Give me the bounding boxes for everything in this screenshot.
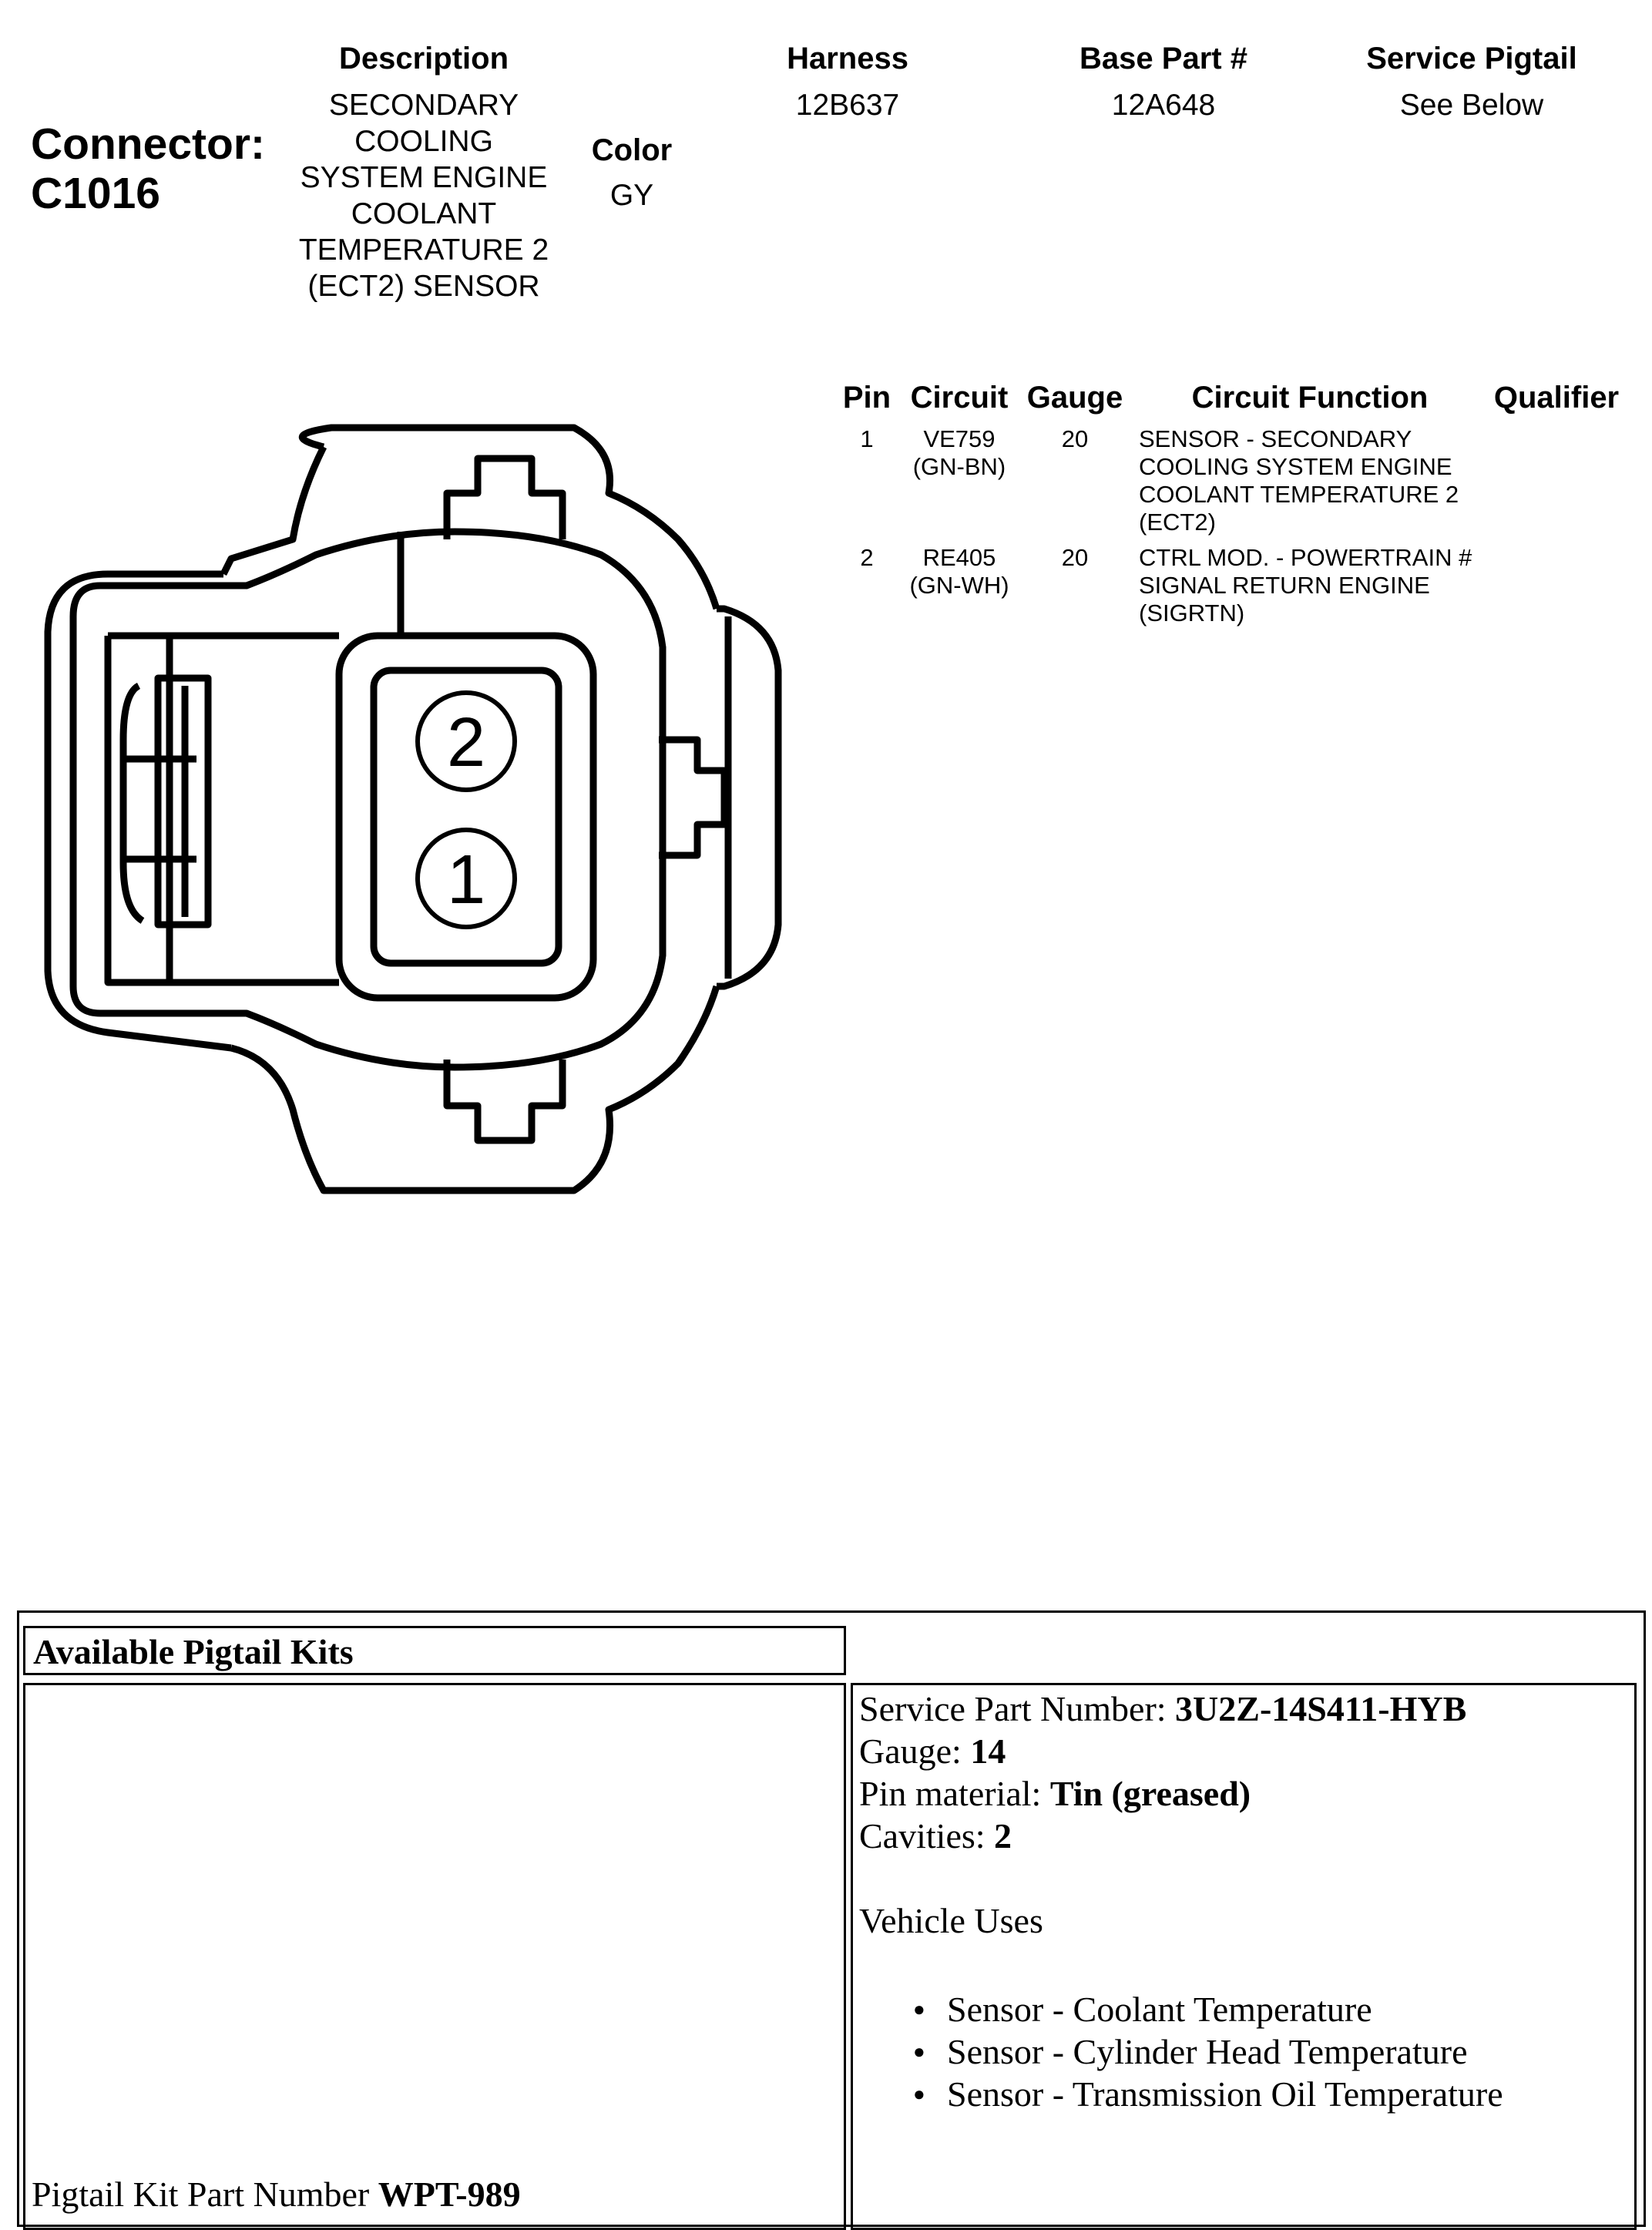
description-line: COOLING [354,125,493,158]
service-part-label: Service Part Number: [859,1689,1176,1728]
vehicle-uses-label: Vehicle Uses [859,1901,1043,1940]
row-function-line: (ECT2) [1139,509,1216,536]
pin-label: 1 [446,841,486,919]
service-pigtail-value: See Below [1399,89,1544,122]
cavities-line [859,1815,1012,1857]
connector-face-diagram [23,408,801,1202]
pin-material-label: Pin material: [859,1774,1050,1813]
list-item: ● Sensor - Cylinder Head Temperature [907,2030,1503,2073]
list-item: ● Sensor - Coolant Temperature [907,1988,1503,2030]
service-pigtail-header: Service Pigtail [1366,42,1577,76]
service-part-line [859,1688,1466,1730]
base-part-header: Base Part # [1080,42,1247,76]
qualifier-col-header: Qualifier [1493,381,1620,415]
gauge-value: 14 [970,1731,1006,1771]
color-value: GY [609,179,654,212]
row-function-line: COOLING SYSTEM ENGINE [1139,453,1452,480]
row-function [1139,544,1478,627]
cavities-value: 2 [994,1816,1012,1856]
connector-id: C1016 [31,169,160,218]
row-pin: 1 [860,425,874,452]
connector-key-tabs [447,458,724,1140]
cavities-label: Cavities: [859,1816,995,1856]
connector-inner-shroud [73,532,663,1067]
row-function-line: CTRL MOD. - POWERTRAIN # [1139,544,1472,571]
pin-material-value: Tin (greased) [1049,1774,1251,1813]
harness-header: Harness [787,42,908,76]
service-part-number: 3U2Z-14S411-HYB [1175,1689,1467,1728]
description-line: TEMPERATURE 2 [298,233,549,267]
row-gauge: 20 [1061,544,1089,571]
row-function-line: SENSOR - SECONDARY [1139,425,1412,452]
description-value [262,87,586,304]
description-line: COOLANT [351,197,497,230]
row-circuit-id: VE759 [923,425,996,452]
row-function-line: COOLANT TEMPERATURE 2 [1139,481,1459,508]
vehicle-uses-list [907,1988,1503,2115]
kit-part-label: Pigtail Kit Part Number [32,2175,378,2214]
gauge-col-header: Gauge [1026,381,1123,415]
gauge-label: Gauge: [859,1731,971,1771]
row-function-line: (SIGRTN) [1139,599,1245,626]
connector-label [31,119,265,218]
pin-label: 2 [446,704,486,781]
row-pin: 2 [860,544,874,571]
connector-pin-cavity-frame [339,636,593,998]
list-item: ● Sensor - Transmission Oil Temperature [907,2073,1503,2115]
color-header: Color [591,133,673,167]
harness-value: 12B637 [795,89,900,122]
description-header: Description [338,42,509,76]
row-circuit-color: (GN-WH) [909,572,1009,599]
description-line: SECONDARY [328,89,519,122]
row-function-line: SIGNAL RETURN ENGINE [1139,572,1430,599]
pigtail-title: Available Pigtail Kits [33,1632,354,1671]
kit-part-number: WPT-989 [378,2175,521,2214]
pin-material-line [859,1772,1251,1815]
description-line: SYSTEM ENGINE [300,161,548,194]
row-circuit [894,425,1025,481]
row-circuit [894,544,1025,599]
row-circuit-color: (GN-BN) [912,453,1006,480]
row-gauge: 20 [1061,425,1089,452]
pin-cavity-2 [418,693,515,790]
row-function [1139,425,1478,536]
description-line: (ECT2) SENSOR [307,270,540,303]
function-col-header: Circuit Function [1191,381,1429,415]
connector-label-text: Connector: [31,119,265,169]
pin-cavity-1 [418,830,515,927]
base-part-value: 12A648 [1111,89,1216,122]
connector-left-tab [108,636,339,982]
pin-col-header: Pin [842,381,891,415]
pigtail-details-cell [851,1683,1637,2230]
pigtail-kit-cell [23,1683,846,2230]
gauge-line [859,1730,1006,1772]
row-circuit-id: RE405 [922,544,996,571]
kit-part-line [32,2173,521,2215]
pigtail-title-cell [23,1626,846,1675]
circuit-col-header: Circuit [910,381,1009,415]
